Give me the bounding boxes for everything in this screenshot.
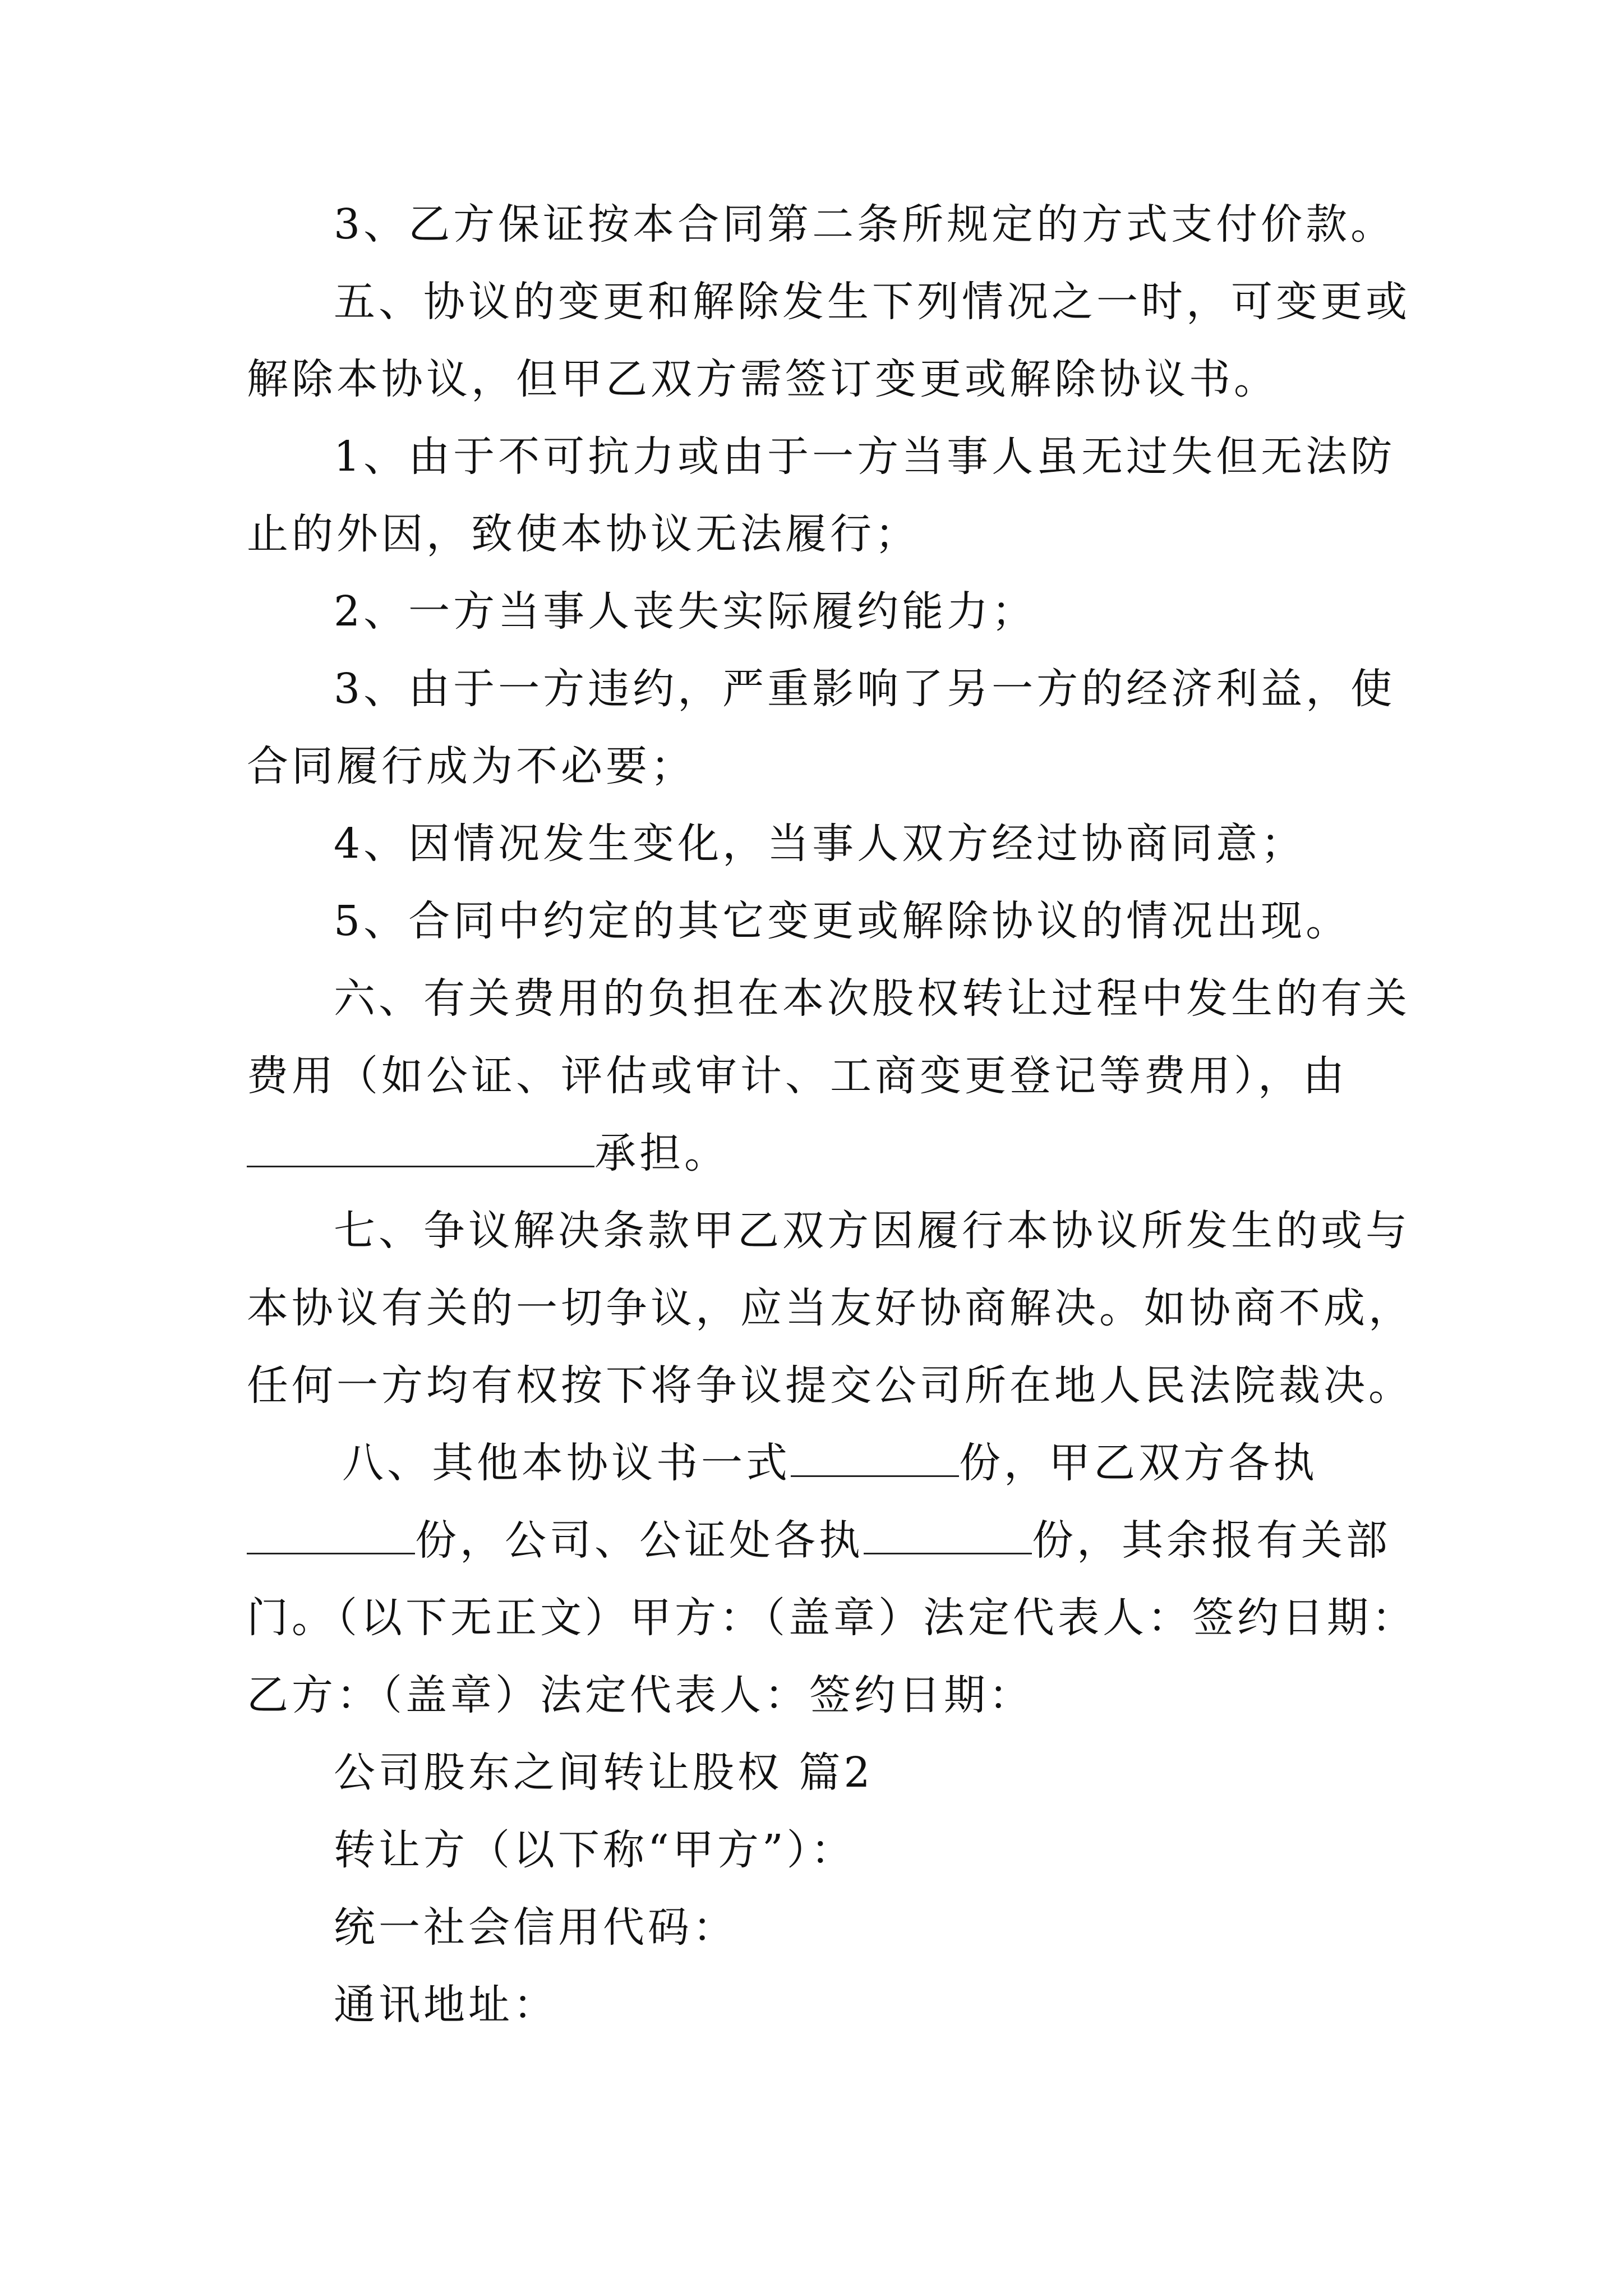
clause-7-line-2: 本协议有关的一切争议，应当友好协商解决。如协商不成，: [247, 1284, 1413, 1332]
clause-8-line-2-text-b: 份，其余报有关部: [1032, 1516, 1391, 1565]
blank-copies-each-party: [247, 1515, 415, 1554]
clause-5-5: 5、合同中约定的其它变更或解除协议的情况出现。: [334, 897, 1351, 945]
clause-6-line-1: 六、有关费用的负担在本次股权转让过程中发生的有关: [334, 974, 1410, 1023]
credit-code-label: 统一社会信用代码：: [334, 1903, 737, 1952]
clause-4-3: 3、乙方保证按本合同第二条所规定的方式支付价款。: [334, 200, 1396, 249]
transferor-label: 转让方（以下称“甲方”）：: [334, 1826, 856, 1874]
clause-5-1-line-2: 止的外因，致使本协议无法履行；: [247, 510, 920, 558]
clause-8-line-1-text-b: 份，甲乙双方各执: [959, 1439, 1318, 1487]
clause-8-line-2: [247, 1512, 1391, 1568]
clause-7-line-1: 七、争议解决条款甲乙双方因履行本协议所发生的或与: [334, 1207, 1410, 1255]
section-heading: 公司股东之间转让股权 篇2: [334, 1749, 874, 1797]
blank-copies-total: [791, 1437, 959, 1477]
clause-8-line-4: 乙方：（盖章）法定代表人：签约日期：: [247, 1671, 1034, 1719]
clause-5-1-line-1: 1、由于不可抗力或由于一方当事人虽无过失但无法防: [334, 432, 1396, 481]
blank-cost-bearer: [247, 1128, 594, 1167]
clause-5-line-2: 解除本协议，但甲乙双方需签订变更或解除协议书。: [247, 355, 1279, 403]
clause-5-4: 4、因情况发生变化，当事人双方经过协商同意；: [334, 820, 1306, 868]
clause-6-line-3-text: 承担。: [594, 1129, 729, 1177]
clause-6-line-2: 费用（如公证、评估或审计、工商变更登记等费用），由: [247, 1052, 1348, 1100]
clause-5-2: 2、一方当事人丧失实际履约能力；: [334, 587, 1037, 636]
clause-8-line-1: [342, 1435, 1318, 1491]
clause-5-3-line-1: 3、由于一方违约，严重影响了另一方的经济利益，使: [334, 665, 1396, 713]
clause-6-line-3: [247, 1125, 729, 1181]
clause-8-line-1-text-a: 八、其他本协议书一式: [342, 1439, 791, 1487]
clause-8-line-2-text-a: 份，公司、公证处各执: [415, 1516, 864, 1565]
clause-7-line-3: 任何一方均有权按下将争议提交公司所在地人民法院裁决。: [247, 1361, 1413, 1410]
blank-copies-company: [864, 1515, 1032, 1554]
clause-8-line-3: 门。（以下无正文）甲方：（盖章）法定代表人：签约日期：: [247, 1594, 1417, 1642]
clause-5-line-1: 五、协议的变更和解除发生下列情况之一时，可变更或: [334, 278, 1410, 326]
clause-5-3-line-2: 合同履行成为不必要；: [247, 742, 695, 790]
address-label: 通讯地址：: [334, 1981, 558, 2029]
